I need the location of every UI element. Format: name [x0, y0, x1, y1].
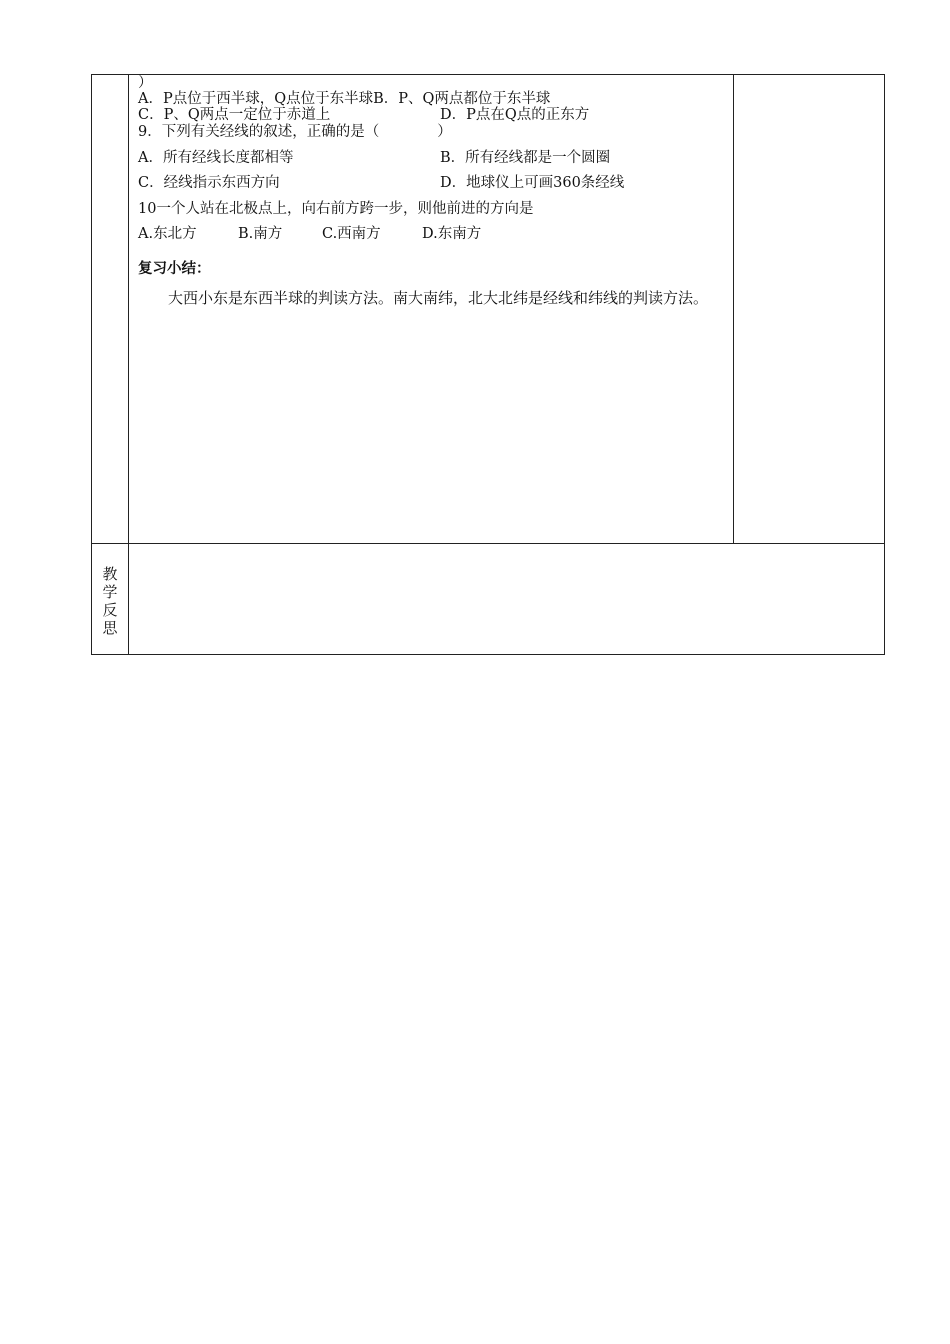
q10-stem: 10一个人站在北极点上，向右前方跨一步，则他前进的方向是 — [138, 201, 534, 217]
reflection-label — [100, 565, 120, 637]
summary-heading: 复习小结： — [138, 261, 211, 277]
reflection-char: 教 — [102, 565, 118, 583]
q9-option-c: C．经线指示东西方向 — [138, 175, 280, 191]
reflection-char: 学 — [102, 583, 118, 601]
q8-line-a: A．P点位于西半球，Q点位于东半球B．P、Q两点都位于东半球 — [138, 91, 551, 107]
q9-option-d: D．地球仪上可画360条经线 — [440, 175, 625, 191]
row-divider — [91, 543, 885, 544]
q10-option-d: D.东南方 — [422, 226, 482, 242]
reflection-char: 思 — [102, 619, 118, 637]
right-column-divider — [733, 74, 734, 544]
q8-option-c: C．P、Q两点一定位于赤道上 — [138, 107, 331, 123]
q10-option-b: B.南方 — [238, 226, 283, 242]
q10-option-c: C.西南方 — [322, 226, 381, 242]
q10-option-a: A.东北方 — [138, 226, 197, 242]
summary-text: 大西小东是东西半球的判读方法。南大南纬，北大北纬是经线和纬线的判读方法。 — [168, 289, 709, 307]
q9-option-b: B．所有经线都是一个圆圈 — [440, 150, 611, 166]
q8-option-d: D．P点在Q点的正东方 — [440, 107, 590, 123]
reflection-char: 反 — [102, 601, 118, 619]
q9-option-a: A．所有经线长度都相等 — [138, 150, 294, 166]
left-column-divider — [128, 74, 129, 655]
q8-paren: ） — [138, 75, 153, 91]
q9-stem: 9．下列有关经线的叙述，正确的是（ ） — [138, 124, 452, 140]
